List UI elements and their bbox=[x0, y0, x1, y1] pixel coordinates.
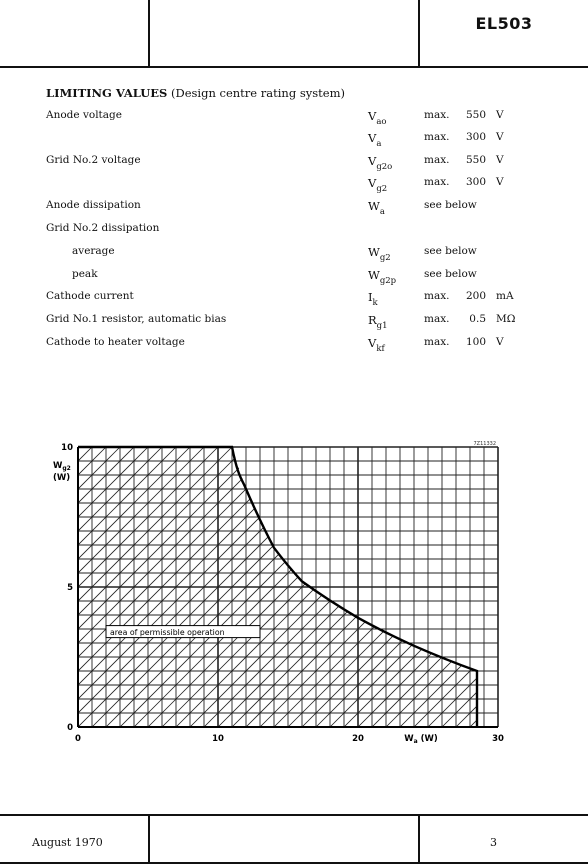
hatch-line bbox=[540, 447, 588, 727]
hatch-line bbox=[512, 447, 588, 727]
hatch-line bbox=[0, 447, 8, 727]
limit-qualifier: max. bbox=[424, 131, 450, 143]
limit-symbol: $V_{g2o}$ bbox=[368, 154, 393, 172]
x-tick-label: 20 bbox=[352, 734, 364, 744]
limit-symbol: $R_{g1}$ bbox=[368, 313, 388, 331]
limit-label: Anode voltage bbox=[46, 109, 122, 121]
x-axis-label-unit: (W) bbox=[417, 734, 438, 744]
limit-unit: V bbox=[496, 176, 504, 188]
hatch-line bbox=[498, 447, 588, 727]
limit-symbol: $V_{kf}$ bbox=[368, 336, 385, 354]
limit-unit: V bbox=[496, 109, 504, 121]
limit-value: 300 bbox=[465, 131, 486, 143]
limit-symbol: $W_{g2}$ bbox=[368, 245, 391, 263]
limit-value: 550 bbox=[465, 109, 486, 121]
y-tick-label: 5 bbox=[67, 583, 73, 593]
limit-value: 200 bbox=[465, 290, 486, 302]
graph-code: 7Z11332 bbox=[473, 441, 496, 447]
limit-label: Anode dissipation bbox=[46, 199, 141, 211]
limit-symbol: $W_{g2p}$ bbox=[368, 268, 397, 286]
y-axis-label-subscript: g2 bbox=[62, 465, 71, 472]
section-title-rest: (Design centre rating system) bbox=[167, 86, 345, 100]
y-axis-unit: (W) bbox=[53, 473, 71, 483]
limit-symbol: $I_k$ bbox=[368, 290, 378, 308]
limit-symbol-subscript: ao bbox=[376, 117, 387, 127]
limit-label: peak bbox=[72, 268, 98, 280]
hatch-line bbox=[568, 447, 588, 727]
limit-label: Grid No.1 resistor, automatic bias bbox=[46, 313, 227, 325]
limit-label: Grid No.2 voltage bbox=[46, 154, 141, 166]
limit-symbol-subscript: g2 bbox=[376, 184, 388, 194]
limit-symbol: $V_{g2}$ bbox=[368, 176, 388, 194]
limit-qualifier: see below bbox=[424, 245, 477, 257]
x-tick-label: 30 bbox=[492, 734, 504, 744]
limit-qualifier: max. bbox=[424, 109, 450, 121]
x-tick-label: 0 bbox=[75, 734, 81, 744]
limit-unit: V bbox=[496, 336, 504, 348]
limit-symbol: $W_a$ bbox=[368, 199, 385, 217]
limit-value: 0.5 bbox=[469, 313, 486, 325]
limit-qualifier: max. bbox=[424, 290, 450, 302]
section-title-bold: LIMITING VALUES bbox=[46, 86, 168, 100]
x-axis-label-subscript: a bbox=[413, 738, 418, 745]
x-tick-label: 10 bbox=[212, 734, 224, 744]
hatch-line bbox=[554, 447, 588, 727]
hatch-line bbox=[484, 447, 588, 727]
limit-symbol-subscript: g2p bbox=[379, 276, 397, 286]
limit-value: 100 bbox=[465, 336, 486, 348]
limit-symbol: $V_a$ bbox=[368, 131, 382, 149]
limit-symbol-subscript: g2o bbox=[376, 162, 393, 172]
y-axis-label: $W_{g2}$ bbox=[53, 461, 71, 472]
limit-label: Grid No.2 dissipation bbox=[46, 222, 160, 234]
y-tick-label: 0 bbox=[67, 723, 73, 733]
area-label: area of permissible operation bbox=[110, 628, 225, 638]
footer-box-3 bbox=[418, 814, 588, 864]
limit-value: 550 bbox=[465, 154, 486, 166]
footer-box-2 bbox=[148, 814, 420, 864]
limit-value: 300 bbox=[465, 176, 486, 188]
limit-unit: V bbox=[496, 154, 504, 166]
limit-qualifier: see below bbox=[424, 268, 477, 280]
hatch-line bbox=[0, 447, 64, 727]
limit-qualifier: max. bbox=[424, 154, 450, 166]
limit-symbol: $V_{ao}$ bbox=[368, 109, 387, 127]
limit-unit: V bbox=[496, 131, 504, 143]
limit-label: Cathode to heater voltage bbox=[46, 336, 185, 348]
limit-qualifier: max. bbox=[424, 176, 450, 188]
x-axis-label: $W_a$ (W) bbox=[404, 734, 438, 745]
hatch-line bbox=[0, 447, 22, 727]
hatch-line bbox=[0, 447, 36, 727]
limit-symbol-subscript: g1 bbox=[376, 321, 388, 331]
limit-symbol-subscript: k bbox=[372, 298, 378, 308]
limit-symbol-subscript: a bbox=[379, 207, 385, 217]
limit-symbol-subscript: a bbox=[376, 139, 382, 149]
limit-symbol-subscript: g2 bbox=[379, 253, 391, 263]
limit-unit: mA bbox=[496, 290, 514, 302]
limit-unit: MΩ bbox=[496, 313, 516, 325]
hatch-line bbox=[526, 447, 588, 727]
limit-symbol-subscript: kf bbox=[376, 344, 385, 354]
type-number: EL503 bbox=[475, 14, 533, 33]
limit-qualifier: max. bbox=[424, 313, 450, 325]
footer-date: August 1970 bbox=[32, 836, 103, 849]
page-number: 3 bbox=[490, 836, 497, 849]
limit-qualifier: see below bbox=[424, 199, 477, 211]
limit-qualifier: max. bbox=[424, 336, 450, 348]
limit-label: Cathode current bbox=[46, 290, 134, 302]
hatch-line bbox=[0, 447, 50, 727]
y-tick-label: 10 bbox=[61, 443, 73, 453]
limit-label: average bbox=[72, 245, 115, 257]
